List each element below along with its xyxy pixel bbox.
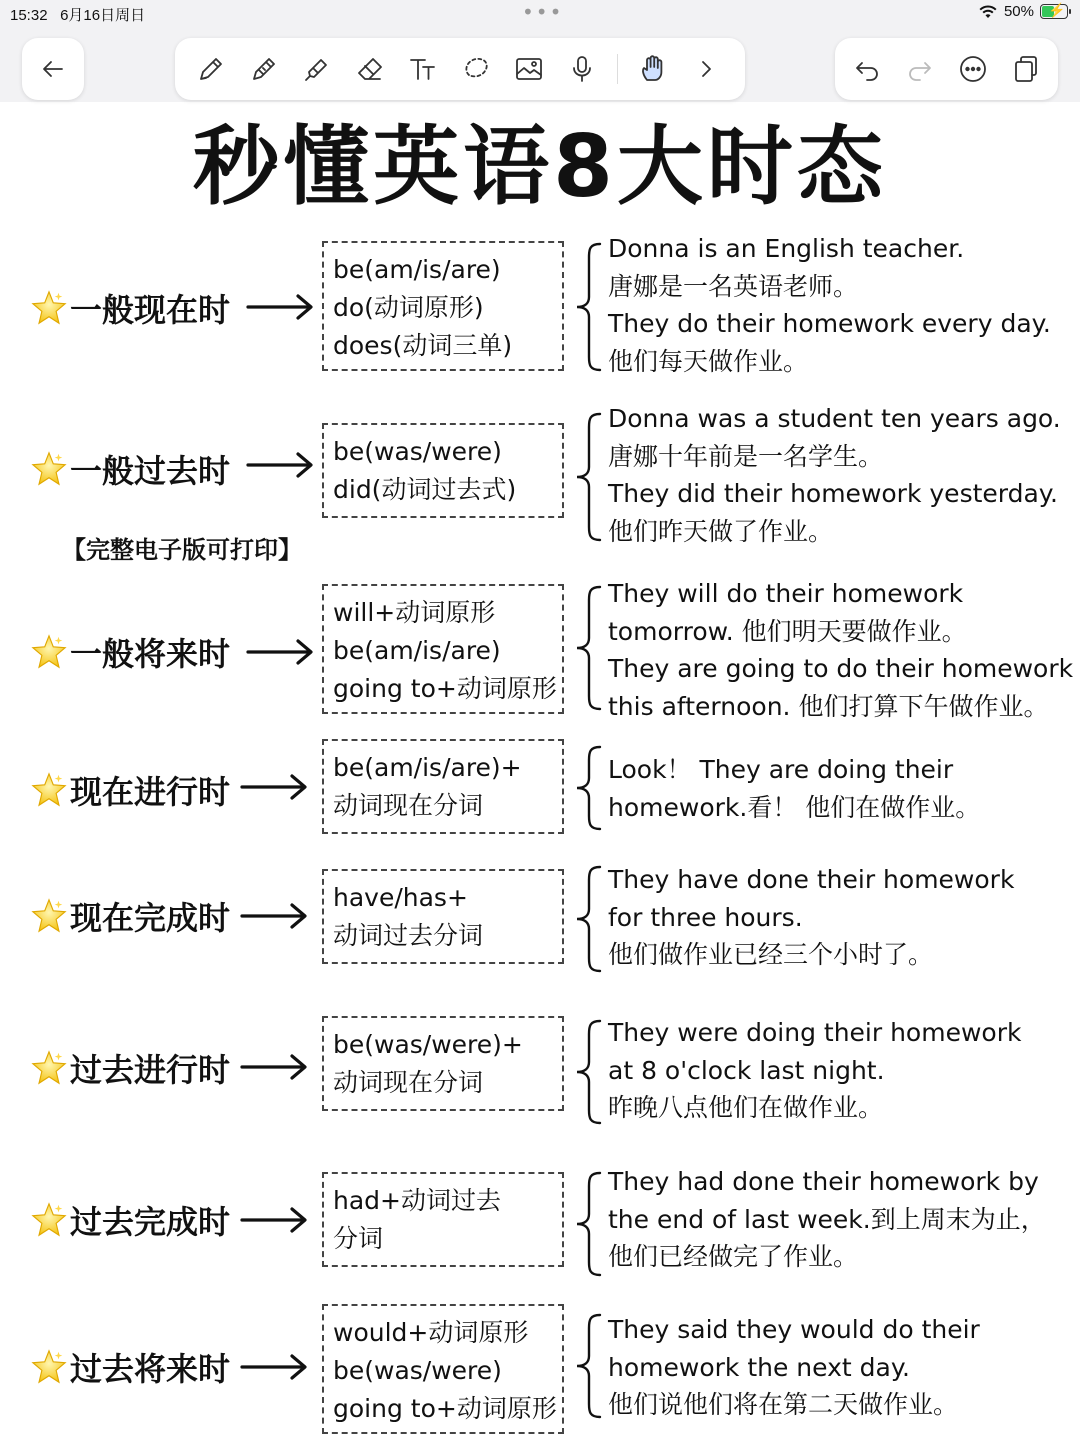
multitask-dots-icon[interactable]: ••• — [522, 0, 564, 24]
tense-label — [30, 1045, 230, 1091]
fountain-pen-icon[interactable] — [246, 51, 282, 87]
formula-line: did(动词过去式) — [333, 475, 517, 504]
status-right — [978, 3, 1068, 20]
back-arrow-icon[interactable] — [35, 51, 71, 87]
text-icon[interactable] — [405, 51, 441, 87]
tense-name: 一般将来时 — [70, 635, 231, 673]
example-line: Look！ They are doing their — [608, 755, 954, 784]
tense-name: 现在完成时 — [70, 899, 231, 937]
printable-note: 【完整电子版可打印】 — [62, 536, 302, 564]
formula-line: will+动词原形 — [333, 598, 496, 627]
status-bar — [0, 0, 1080, 28]
formula-line: be(was/were) — [333, 1356, 502, 1385]
formula-line: 动词过去分词 — [333, 921, 484, 950]
formula-line: 动词现在分词 — [333, 1068, 484, 1097]
example-line: at 8 o'clock last night. — [608, 1055, 885, 1085]
example-line: 他们做作业已经三个小时了。 — [608, 940, 934, 969]
tense-name: 过去进行时 — [70, 1051, 231, 1089]
tense-label — [30, 285, 230, 331]
right-arrow-icon — [240, 901, 308, 931]
highlighter-icon[interactable] — [299, 51, 335, 87]
formula-box — [322, 423, 564, 518]
formula-line: be(was/were) — [333, 437, 502, 466]
wifi-icon — [978, 4, 998, 20]
example-line: tomorrow. 他们明天要做作业。 — [608, 616, 967, 646]
example-line: They did their homework yesterday. — [608, 479, 1058, 508]
microphone-icon[interactable] — [564, 51, 600, 87]
curly-brace-icon — [572, 864, 604, 974]
tense-label — [30, 1197, 230, 1243]
star-icon — [30, 771, 68, 809]
star-icon — [30, 633, 68, 671]
example-line: They said they would do their — [608, 1315, 980, 1344]
tense-name: 一般过去时 — [70, 452, 231, 490]
tense-label — [30, 767, 230, 813]
formula-line: going to+动词原形 — [333, 1394, 557, 1423]
drawing-tools — [175, 38, 745, 100]
redo-icon[interactable] — [904, 51, 937, 87]
formula-line: be(am/is/are) — [333, 636, 501, 665]
formula-line: be(am/is/are)+ — [333, 753, 522, 782]
example-line: 唐娜是一名英语老师。 — [608, 271, 859, 301]
right-arrow-icon — [246, 637, 314, 667]
example-line: 他们已经做完了作业。 — [608, 1242, 859, 1271]
formula-line: be(was/were)+ — [333, 1030, 523, 1059]
right-arrow-icon — [246, 450, 314, 480]
star-icon — [30, 1049, 68, 1087]
toolbar-actions — [835, 38, 1058, 100]
formula-line: had+动词过去 — [333, 1186, 501, 1215]
formula-box — [322, 1016, 564, 1111]
example-line: 唐娜十年前是一名学生。 — [608, 441, 884, 471]
pen-icon[interactable] — [193, 51, 229, 87]
eraser-icon[interactable] — [352, 51, 388, 87]
curly-brace-icon — [572, 744, 604, 832]
example-text — [608, 1014, 1021, 1127]
formula-line: be(am/is/are) — [333, 255, 501, 284]
more-icon[interactable] — [957, 51, 990, 87]
tense-label — [30, 629, 230, 675]
example-line: 他们昨天做了作业。 — [608, 516, 834, 546]
example-line: They are going to do their homework — [608, 654, 1074, 683]
example-text — [608, 861, 1014, 974]
formula-box — [322, 584, 564, 714]
example-text — [608, 751, 980, 826]
curly-brace-icon — [572, 241, 604, 373]
right-arrow-icon — [240, 1205, 308, 1235]
example-line: for three hours. — [608, 902, 803, 932]
example-text — [608, 575, 1073, 725]
formula-line: 分词 — [333, 1224, 384, 1253]
status-date: 6月16日周日 — [60, 7, 146, 24]
undo-icon[interactable] — [851, 51, 884, 87]
curly-brace-icon — [572, 1018, 604, 1126]
tense-label — [30, 1344, 230, 1390]
page-title: 秒懂英语8大时态 — [193, 117, 887, 217]
formula-box — [322, 1172, 564, 1267]
formula-line: would+动词原形 — [333, 1318, 529, 1347]
formula-box — [322, 241, 564, 371]
star-icon — [30, 897, 68, 935]
example-text — [608, 400, 1061, 550]
formula-box — [322, 1304, 564, 1434]
formula-box — [322, 739, 564, 834]
example-line: 他们说他们将在第二天做作业。 — [608, 1390, 959, 1419]
star-icon — [30, 1201, 68, 1239]
battery-percent: 50% — [1003, 3, 1034, 20]
tense-label — [30, 446, 230, 492]
star-icon — [30, 1348, 68, 1386]
example-line: Donna was a student ten years ago. — [608, 404, 1061, 433]
curly-brace-icon — [572, 1312, 604, 1420]
example-line: They will do their homework — [608, 579, 964, 608]
right-arrow-icon — [240, 1052, 308, 1082]
example-line: They were doing their homework — [608, 1018, 1022, 1047]
lasso-icon[interactable] — [458, 51, 494, 87]
example-line: homework the next day. — [608, 1352, 910, 1382]
example-line: 他们每天做作业。 — [608, 346, 809, 376]
example-line: homework.看！ 他们在做作业。 — [608, 792, 981, 822]
status-time: 15:32 — [10, 7, 48, 24]
example-line: They have done their homework — [608, 865, 1015, 894]
back-button[interactable] — [22, 38, 84, 100]
example-line: the end of last week.到上周末为止， — [608, 1204, 1046, 1234]
example-line: They had done their homework by — [608, 1167, 1039, 1196]
curly-brace-icon — [572, 411, 604, 543]
toolbar-divider — [617, 54, 618, 84]
star-icon — [30, 289, 68, 327]
curly-brace-icon — [572, 584, 604, 712]
tense-name: 一般现在时 — [70, 291, 231, 329]
formula-line: going to+动词原形 — [333, 674, 557, 703]
right-arrow-icon — [240, 772, 308, 802]
tense-name: 现在进行时 — [70, 773, 231, 811]
formula-box — [322, 869, 564, 964]
example-text — [608, 1311, 980, 1424]
formula-line: have/has+ — [333, 883, 468, 912]
image-icon[interactable] — [511, 51, 547, 87]
tense-label — [30, 893, 230, 939]
example-line: Donna is an English teacher. — [608, 234, 965, 263]
example-text — [608, 1163, 1046, 1276]
tense-name: 过去将来时 — [70, 1350, 231, 1388]
example-line: 昨晚八点他们在做作业。 — [608, 1093, 884, 1122]
battery-charging-icon: ⚡ — [1040, 4, 1068, 19]
status-time-date — [10, 4, 145, 25]
right-arrow-icon — [246, 292, 314, 322]
pages-icon[interactable] — [1009, 51, 1042, 87]
right-arrow-icon — [240, 1352, 308, 1382]
formula-line: does(动词三单) — [333, 331, 513, 360]
hand-icon[interactable] — [635, 51, 671, 87]
formula-line: do(动词原形) — [333, 293, 484, 322]
example-line: this afternoon. 他们打算下午做作业。 — [608, 691, 1049, 721]
example-line: They do their homework every day. — [608, 309, 1051, 338]
formula-line: 动词现在分词 — [333, 791, 484, 820]
star-icon — [30, 450, 68, 488]
example-text — [608, 230, 1051, 380]
tense-name: 过去完成时 — [70, 1203, 231, 1241]
chevron-right-icon[interactable] — [688, 51, 724, 87]
curly-brace-icon — [572, 1170, 604, 1278]
